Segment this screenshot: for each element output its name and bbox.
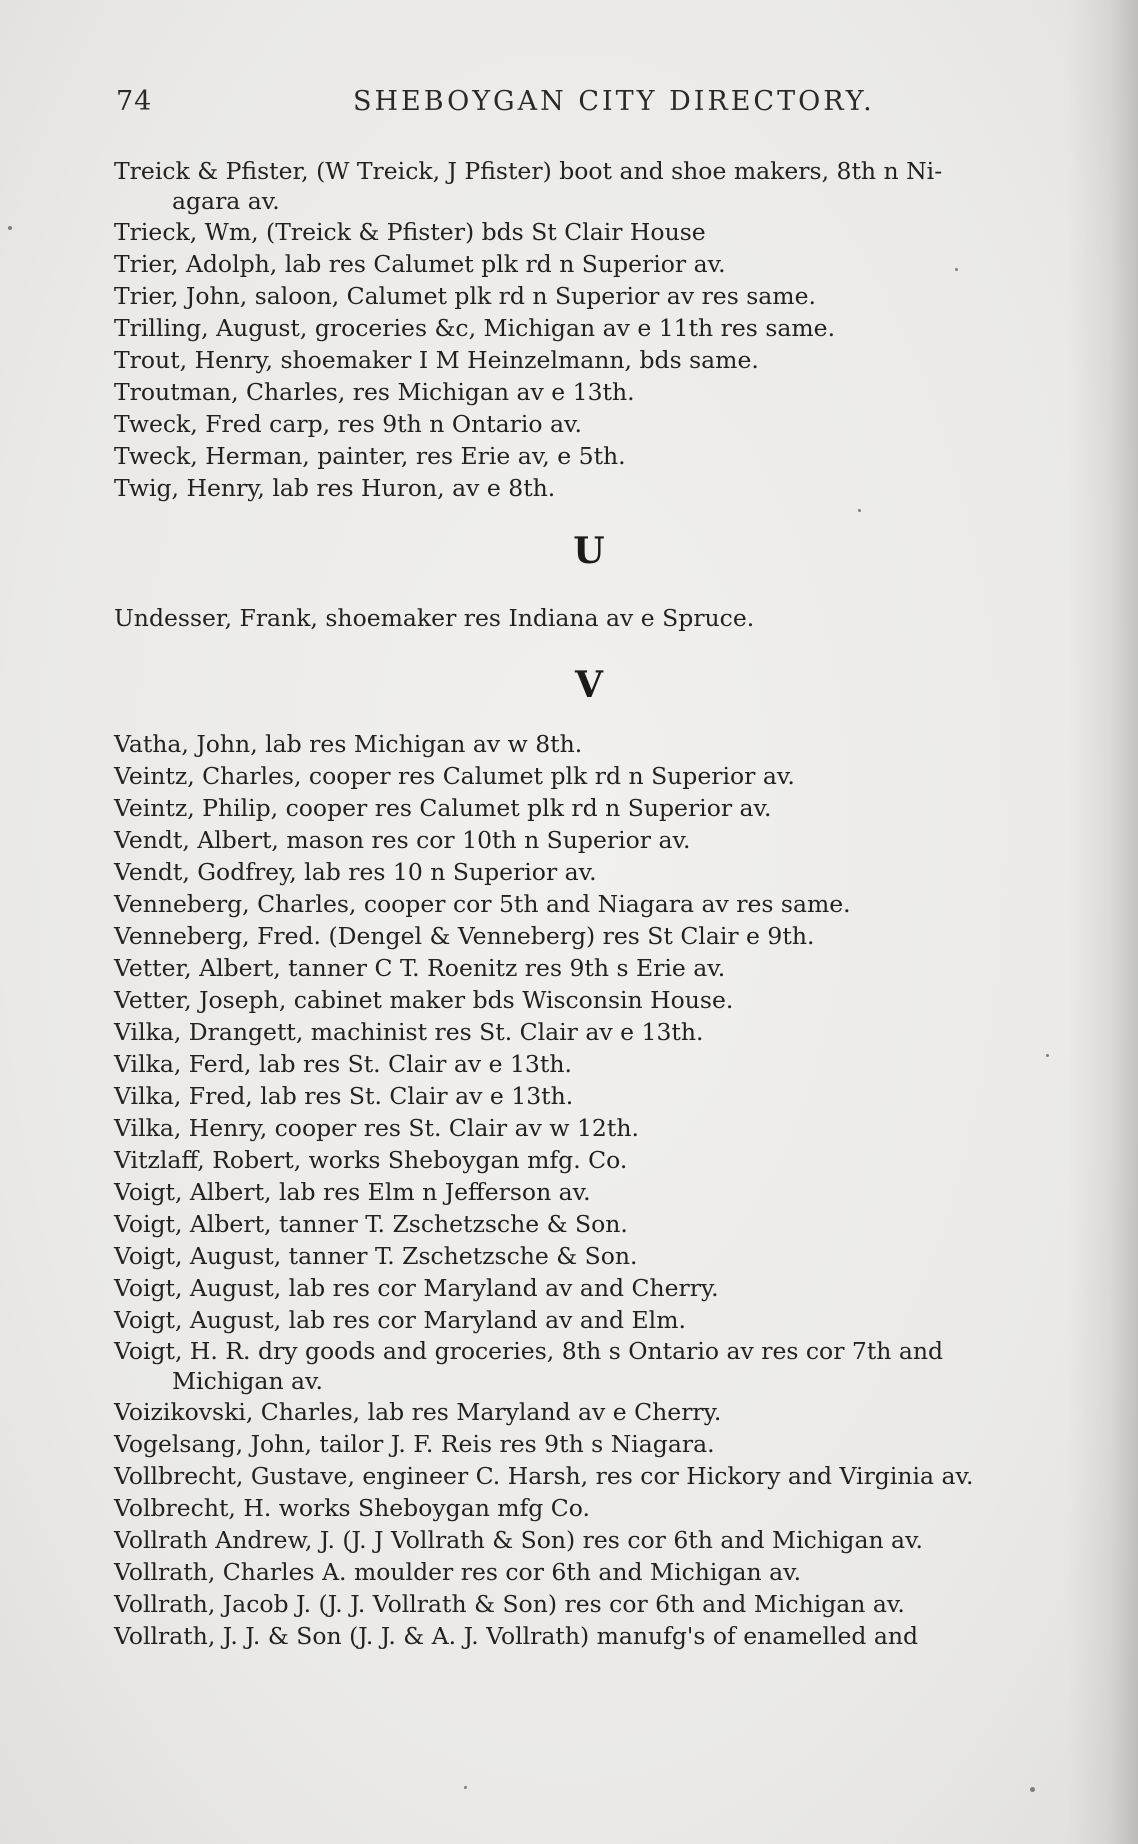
entry-text: Voigt, August, lab res cor Maryland av and Elm. bbox=[114, 1306, 686, 1334]
directory-entry bbox=[114, 408, 1064, 440]
directory-entry bbox=[114, 280, 1064, 312]
page-edge-shadow bbox=[1068, 0, 1138, 1844]
directory-entry bbox=[114, 1396, 1064, 1428]
directory-entry bbox=[114, 440, 1064, 472]
section-letter-heading: V bbox=[575, 664, 603, 706]
directory-entry bbox=[114, 602, 1064, 634]
print-speck bbox=[1030, 1787, 1035, 1792]
entry-text: Vogelsang, John, tailor J. F. Reis res 9th s Niagara. bbox=[114, 1430, 715, 1458]
directory-entry bbox=[114, 376, 1064, 408]
directory-entry bbox=[114, 728, 1064, 760]
entry-continuation: Michigan av. bbox=[172, 1367, 324, 1395]
directory-entry bbox=[114, 1304, 1064, 1336]
running-title: SHEBOYGAN CITY DIRECTORY. bbox=[353, 86, 875, 117]
directory-entry bbox=[114, 1080, 1064, 1112]
print-speck bbox=[955, 268, 958, 271]
directory-entry bbox=[114, 1208, 1064, 1240]
entry-text: Vetter, Albert, tanner C T. Roenitz res 9th s Erie av. bbox=[114, 954, 726, 982]
entry-text: Voigt, H. R. dry goods and groceries, 8th s Ontario av res cor 7th and bbox=[114, 1337, 944, 1365]
directory-entry bbox=[114, 1016, 1064, 1048]
directory-entry bbox=[114, 1460, 1064, 1492]
directory-entry bbox=[114, 920, 1064, 952]
entry-text: Vollrath, Charles A. moulder res cor 6th and Michigan av. bbox=[114, 1558, 802, 1586]
directory-entry bbox=[114, 344, 1064, 376]
directory-entry bbox=[114, 156, 1064, 216]
print-speck bbox=[8, 226, 12, 230]
entry-text: Trier, John, saloon, Calumet plk rd n Superior av res same. bbox=[114, 282, 816, 310]
page-number: 74 bbox=[116, 86, 153, 117]
directory-entry bbox=[114, 472, 1064, 504]
directory-entry bbox=[114, 1272, 1064, 1304]
entry-text: Voizikovski, Charles, lab res Maryland av e Cherry. bbox=[114, 1398, 722, 1426]
entry-text: Vilka, Ferd, lab res St. Clair av e 13th. bbox=[114, 1050, 572, 1078]
entry-text: Vendt, Godfrey, lab res 10 n Superior av. bbox=[114, 858, 597, 886]
entry-text: Voigt, Albert, lab res Elm n Jefferson av. bbox=[114, 1178, 591, 1206]
directory-listing bbox=[114, 156, 1064, 1652]
entry-text: Tweck, Herman, painter, res Erie av, e 5th. bbox=[114, 442, 626, 470]
directory-entry bbox=[114, 984, 1064, 1016]
entry-text: Tweck, Fred carp, res 9th n Ontario av. bbox=[114, 410, 583, 438]
entry-text: Vilka, Henry, cooper res St. Clair av w 12th. bbox=[114, 1114, 639, 1142]
entry-text: Volbrecht, H. works Sheboygan mfg Co. bbox=[114, 1494, 590, 1522]
entry-text: Voigt, August, lab res cor Maryland av and Cherry. bbox=[114, 1274, 719, 1302]
entry-text: Vollrath Andrew, J. (J. J Vollrath & Son) res cor 6th and Michigan av. bbox=[114, 1526, 924, 1554]
entry-text: Trout, Henry, shoemaker I M Heinzelmann, bds same. bbox=[114, 346, 759, 374]
directory-entry bbox=[114, 1620, 1064, 1652]
entry-text: Voigt, Albert, tanner T. Zschetzsche & Son. bbox=[114, 1210, 628, 1238]
entry-text: Vetter, Joseph, cabinet maker bds Wisconsin House. bbox=[114, 986, 734, 1014]
directory-entry bbox=[114, 1144, 1064, 1176]
directory-entry bbox=[114, 1492, 1064, 1524]
entry-text: Vollrath, J. J. & Son (J. J. & A. J. Vollrath) manufg's of enamelled and bbox=[114, 1622, 919, 1650]
directory-section bbox=[114, 664, 1064, 1652]
directory-entry bbox=[114, 952, 1064, 984]
page-header bbox=[116, 86, 1060, 126]
directory-entry bbox=[114, 1428, 1064, 1460]
entry-text: Venneberg, Fred. (Dengel & Venneberg) res St Clair e 9th. bbox=[114, 922, 815, 950]
directory-entry bbox=[114, 1048, 1064, 1080]
entry-text: Undesser, Frank, shoemaker res Indiana av e Spruce. bbox=[114, 604, 755, 632]
entry-text: Vilka, Fred, lab res St. Clair av e 13th. bbox=[114, 1082, 574, 1110]
entry-text: Vollrath, Jacob J. (J. J. Vollrath & Son) res cor 6th and Michigan av. bbox=[114, 1590, 905, 1618]
directory-entry bbox=[114, 1524, 1064, 1556]
entry-text: Trieck, Wm, (Treick & Pfister) bds St Clair House bbox=[114, 218, 706, 246]
entry-text: Vatha, John, lab res Michigan av w 8th. bbox=[114, 730, 583, 758]
entry-continuation: agara av. bbox=[172, 187, 280, 215]
print-speck bbox=[1046, 1054, 1049, 1057]
entry-text: Vilka, Drangett, machinist res St. Clair av e 13th. bbox=[114, 1018, 704, 1046]
entry-text: Voigt, August, tanner T. Zschetzsche & Son. bbox=[114, 1242, 638, 1270]
directory-entry bbox=[114, 760, 1064, 792]
entry-text: Twig, Henry, lab res Huron, av e 8th. bbox=[114, 474, 556, 502]
directory-entry bbox=[114, 248, 1064, 280]
directory-entry bbox=[114, 1336, 1064, 1396]
entry-text: Trier, Adolph, lab res Calumet plk rd n Superior av. bbox=[114, 250, 726, 278]
entry-text: Vitzlaff, Robert, works Sheboygan mfg. Co. bbox=[114, 1146, 628, 1174]
directory-entry bbox=[114, 1240, 1064, 1272]
entry-text: Treick & Pfister, (W Treick, J Pfister) boot and shoe makers, 8th n Ni- bbox=[114, 157, 943, 185]
directory-entry bbox=[114, 856, 1064, 888]
entry-text: Troutman, Charles, res Michigan av e 13th. bbox=[114, 378, 635, 406]
directory-entry bbox=[114, 216, 1064, 248]
entry-text: Vollbrecht, Gustave, engineer C. Harsh, res cor Hickory and Virginia av. bbox=[114, 1462, 974, 1490]
directory-section bbox=[114, 156, 1064, 504]
directory-entry bbox=[114, 1588, 1064, 1620]
entry-text: Trilling, August, groceries &c, Michigan av e 11th res same. bbox=[114, 314, 836, 342]
directory-entry bbox=[114, 1112, 1064, 1144]
directory-entry bbox=[114, 792, 1064, 824]
directory-entry bbox=[114, 1176, 1064, 1208]
entry-text: Vendt, Albert, mason res cor 10th n Superior av. bbox=[114, 826, 691, 854]
directory-entry bbox=[114, 888, 1064, 920]
directory-section bbox=[114, 530, 1064, 634]
print-speck bbox=[464, 1786, 467, 1789]
directory-entry bbox=[114, 312, 1064, 344]
entry-text: Veintz, Philip, cooper res Calumet plk rd n Superior av. bbox=[114, 794, 772, 822]
entry-text: Veintz, Charles, cooper res Calumet plk rd n Superior av. bbox=[114, 762, 795, 790]
directory-entry bbox=[114, 824, 1064, 856]
directory-entry bbox=[114, 1556, 1064, 1588]
section-letter-heading: U bbox=[573, 530, 605, 572]
entry-text: Venneberg, Charles, cooper cor 5th and Niagara av res same. bbox=[114, 890, 851, 918]
print-speck bbox=[858, 509, 861, 512]
